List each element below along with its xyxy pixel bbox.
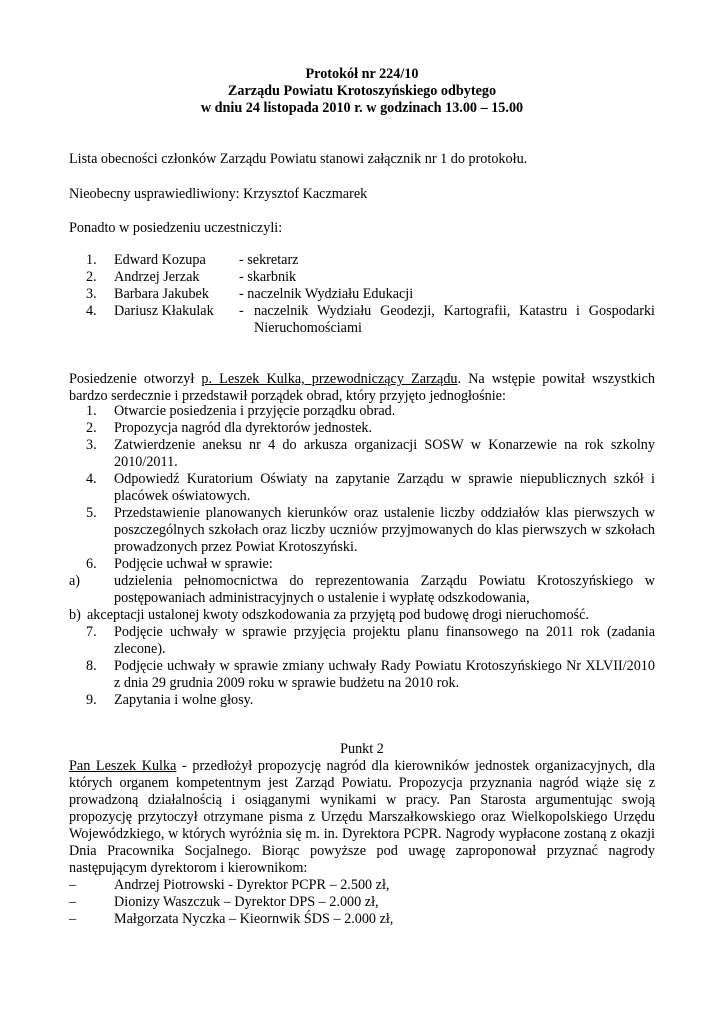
participant-name: Dariusz Kłakulak: [114, 303, 214, 319]
participant-role: [239, 303, 655, 337]
agenda-number: 3.: [86, 437, 97, 453]
award-text: Dionizy Waszczuk – Dyrektor DPS – 2.000 zł,: [114, 894, 379, 910]
agenda-item: [69, 505, 655, 556]
participant-row: [69, 303, 669, 337]
agenda-text: Odpowiedź Kuratorium Oświaty na zapytanie Zarządu w sprawie niepublicznych szkół i placówek oświatowych.: [114, 471, 655, 504]
agenda-number: 2.: [86, 420, 97, 436]
agenda-number: 4.: [86, 471, 97, 487]
participants-list: [69, 252, 669, 337]
agenda-number: 9.: [86, 692, 97, 708]
award-dash: –: [69, 877, 77, 893]
participant-role: - naczelnik Wydziału Edukacji: [239, 286, 414, 302]
agenda-list: [69, 403, 655, 709]
agenda-item: [69, 471, 655, 505]
agenda-text: Propozycja nagród dla dyrektorów jednostek.: [114, 420, 373, 436]
participant-role: - sekretarz: [239, 252, 299, 268]
participant-row: [69, 286, 669, 303]
agenda-number: 8.: [86, 658, 97, 674]
agenda-text: Podjęcie uchwały w sprawie zmiany uchwały Rady Powiatu Krotoszyńskiego Nr XLVII/2010 z dnia 29 grudnia 2009 roku w sprawie budżetu na 2010 rok.: [114, 658, 655, 691]
point-2-paragraph: [69, 758, 655, 877]
agenda-item: [69, 403, 655, 420]
agenda-text: Zatwierdzenie aneksu nr 4 do arkusza organizacji SOSW w Konarzewie na rok szkolny 2010/2011.: [114, 437, 655, 470]
award-item: [69, 911, 655, 928]
agenda-item: [69, 437, 655, 471]
point-2-heading: Punkt 2: [340, 741, 384, 757]
award-dash: –: [69, 911, 77, 927]
participant-number: 1.: [86, 252, 97, 268]
agenda-item: [69, 692, 655, 709]
absent-note: Nieobecny usprawiedliwiony: Krzysztof Kaczmarek: [69, 186, 368, 202]
participant-role: - skarbnik: [239, 269, 297, 285]
agenda-number: 5.: [86, 505, 97, 521]
agenda-number: a): [69, 573, 81, 589]
agenda-number: 7.: [86, 624, 97, 640]
participant-row: [69, 252, 669, 269]
participant-name: Andrzej Jerzak: [114, 269, 200, 285]
award-text: Andrzej Piotrowski - Dyrektor PCPR – 2.500 zł,: [114, 877, 390, 893]
agenda-text: udzielenia pełnomocnictwa do reprezentowania Zarządu Powiatu Krotoszyńskiego w postępowaniach administracyjnych o ustalenie i wypłatę odszkodowania,: [114, 573, 655, 606]
agenda-number: 1.: [86, 403, 97, 419]
agenda-text: akceptacji ustalonej kwoty odszkodowania za przyjętą pod budowę drogi nieruchomość.: [87, 607, 589, 623]
award-item: [69, 877, 655, 894]
role-dash: -: [239, 303, 244, 319]
participants-intro: Ponadto w posiedzeniu uczestniczyli:: [69, 220, 283, 236]
protocol-title: Protokół nr 224/10: [305, 66, 419, 82]
agenda-text: Otwarcie posiedzenia i przyjęcie porządku obrad.: [114, 403, 396, 419]
agenda-subitem: [69, 607, 655, 624]
participant-number: 2.: [86, 269, 97, 285]
participant-number: 4.: [86, 303, 97, 319]
opening-paragraph: [69, 371, 655, 405]
opening-prefix: Posiedzenie otworzył: [69, 371, 202, 387]
agenda-text: Podjęcie uchwał w sprawie:: [114, 556, 273, 572]
speaker-name: Pan Leszek Kulka: [69, 758, 177, 774]
agenda-text: Podjęcie uchwały w sprawie przyjęcia projektu planu finansowego na 2011 rok (zadania zlecone).: [114, 624, 655, 657]
participant-number: 3.: [86, 286, 97, 302]
protocol-subtitle: Zarządu Powiatu Krotoszyńskiego odbytego: [227, 83, 497, 99]
chairman-name: p. Leszek Kulka, przewodniczący Zarządu: [201, 371, 458, 387]
agenda-item: [69, 624, 655, 658]
award-dash: –: [69, 894, 77, 910]
agenda-item: [69, 658, 655, 692]
point-2-text: - przedłożył propozycję nagród dla kierowników jednostek organizacyjnych, dla których organem kompetentnym jest Zarząd Powiatu. Propozycja przyznania nagród wiąże się z prowadzoną działalnością i osiąganymi wynikami w pracy. Pan Starosta argumentując swoją propozycję przytoczył otrzymane pisma z Urzędu Marszałkowskiego oraz Wielkopolskiego Urzędu Wojewódzkiego, w których wyróżnia się m. in. Dyrektora PCPR. Nagrody wypłacone zostaną z okazji Dnia Pracownika Socjalnego. Biorąc powyższe pod uwagę zaproponował przyznać nagrody następującym dyrektorom i kierownikom:: [69, 758, 655, 876]
agenda-number: b): [69, 607, 81, 623]
attendance-note: Lista obecności członków Zarządu Powiatu stanowi załącznik nr 1 do protokołu.: [69, 151, 528, 167]
protocol-header: [0, 66, 724, 117]
awards-list: [69, 877, 655, 928]
agenda-text: Przedstawienie planowanych kierunków oraz ustalenie liczby oddziałów klas pierwszych w poszczególnych szkołach oraz liczby uczniów przyjmowanych do klas pierwszych w szkołach prowadzonych przez Powiat Krotoszyński.: [114, 505, 655, 555]
agenda-text: Zapytania i wolne głosy.: [114, 692, 254, 708]
participant-name: Barbara Jakubek: [114, 286, 209, 302]
agenda-number: 6.: [86, 556, 97, 572]
role-text: naczelnik Wydziału Geodezji, Kartografii, Katastru i Gospodarki Nieruchomościami: [254, 303, 655, 336]
participant-row: [69, 269, 669, 286]
agenda-subitem: [69, 573, 655, 607]
participant-name: Edward Kozupa: [114, 252, 206, 268]
protocol-date: w dniu 24 listopada 2010 r. w godzinach 13.00 – 15.00: [200, 100, 524, 116]
award-text: Małgorzata Nyczka – Kieornwik ŚDS – 2.000 zł,: [114, 911, 394, 927]
award-item: [69, 894, 655, 911]
opening-suffix: . Na wstępie powitał wszystkich bardzo serdecznie i przedstawił porządek obrad, który przyjęto jednogłośnie:: [69, 371, 655, 404]
agenda-item: [69, 556, 655, 573]
agenda-item: [69, 420, 655, 437]
